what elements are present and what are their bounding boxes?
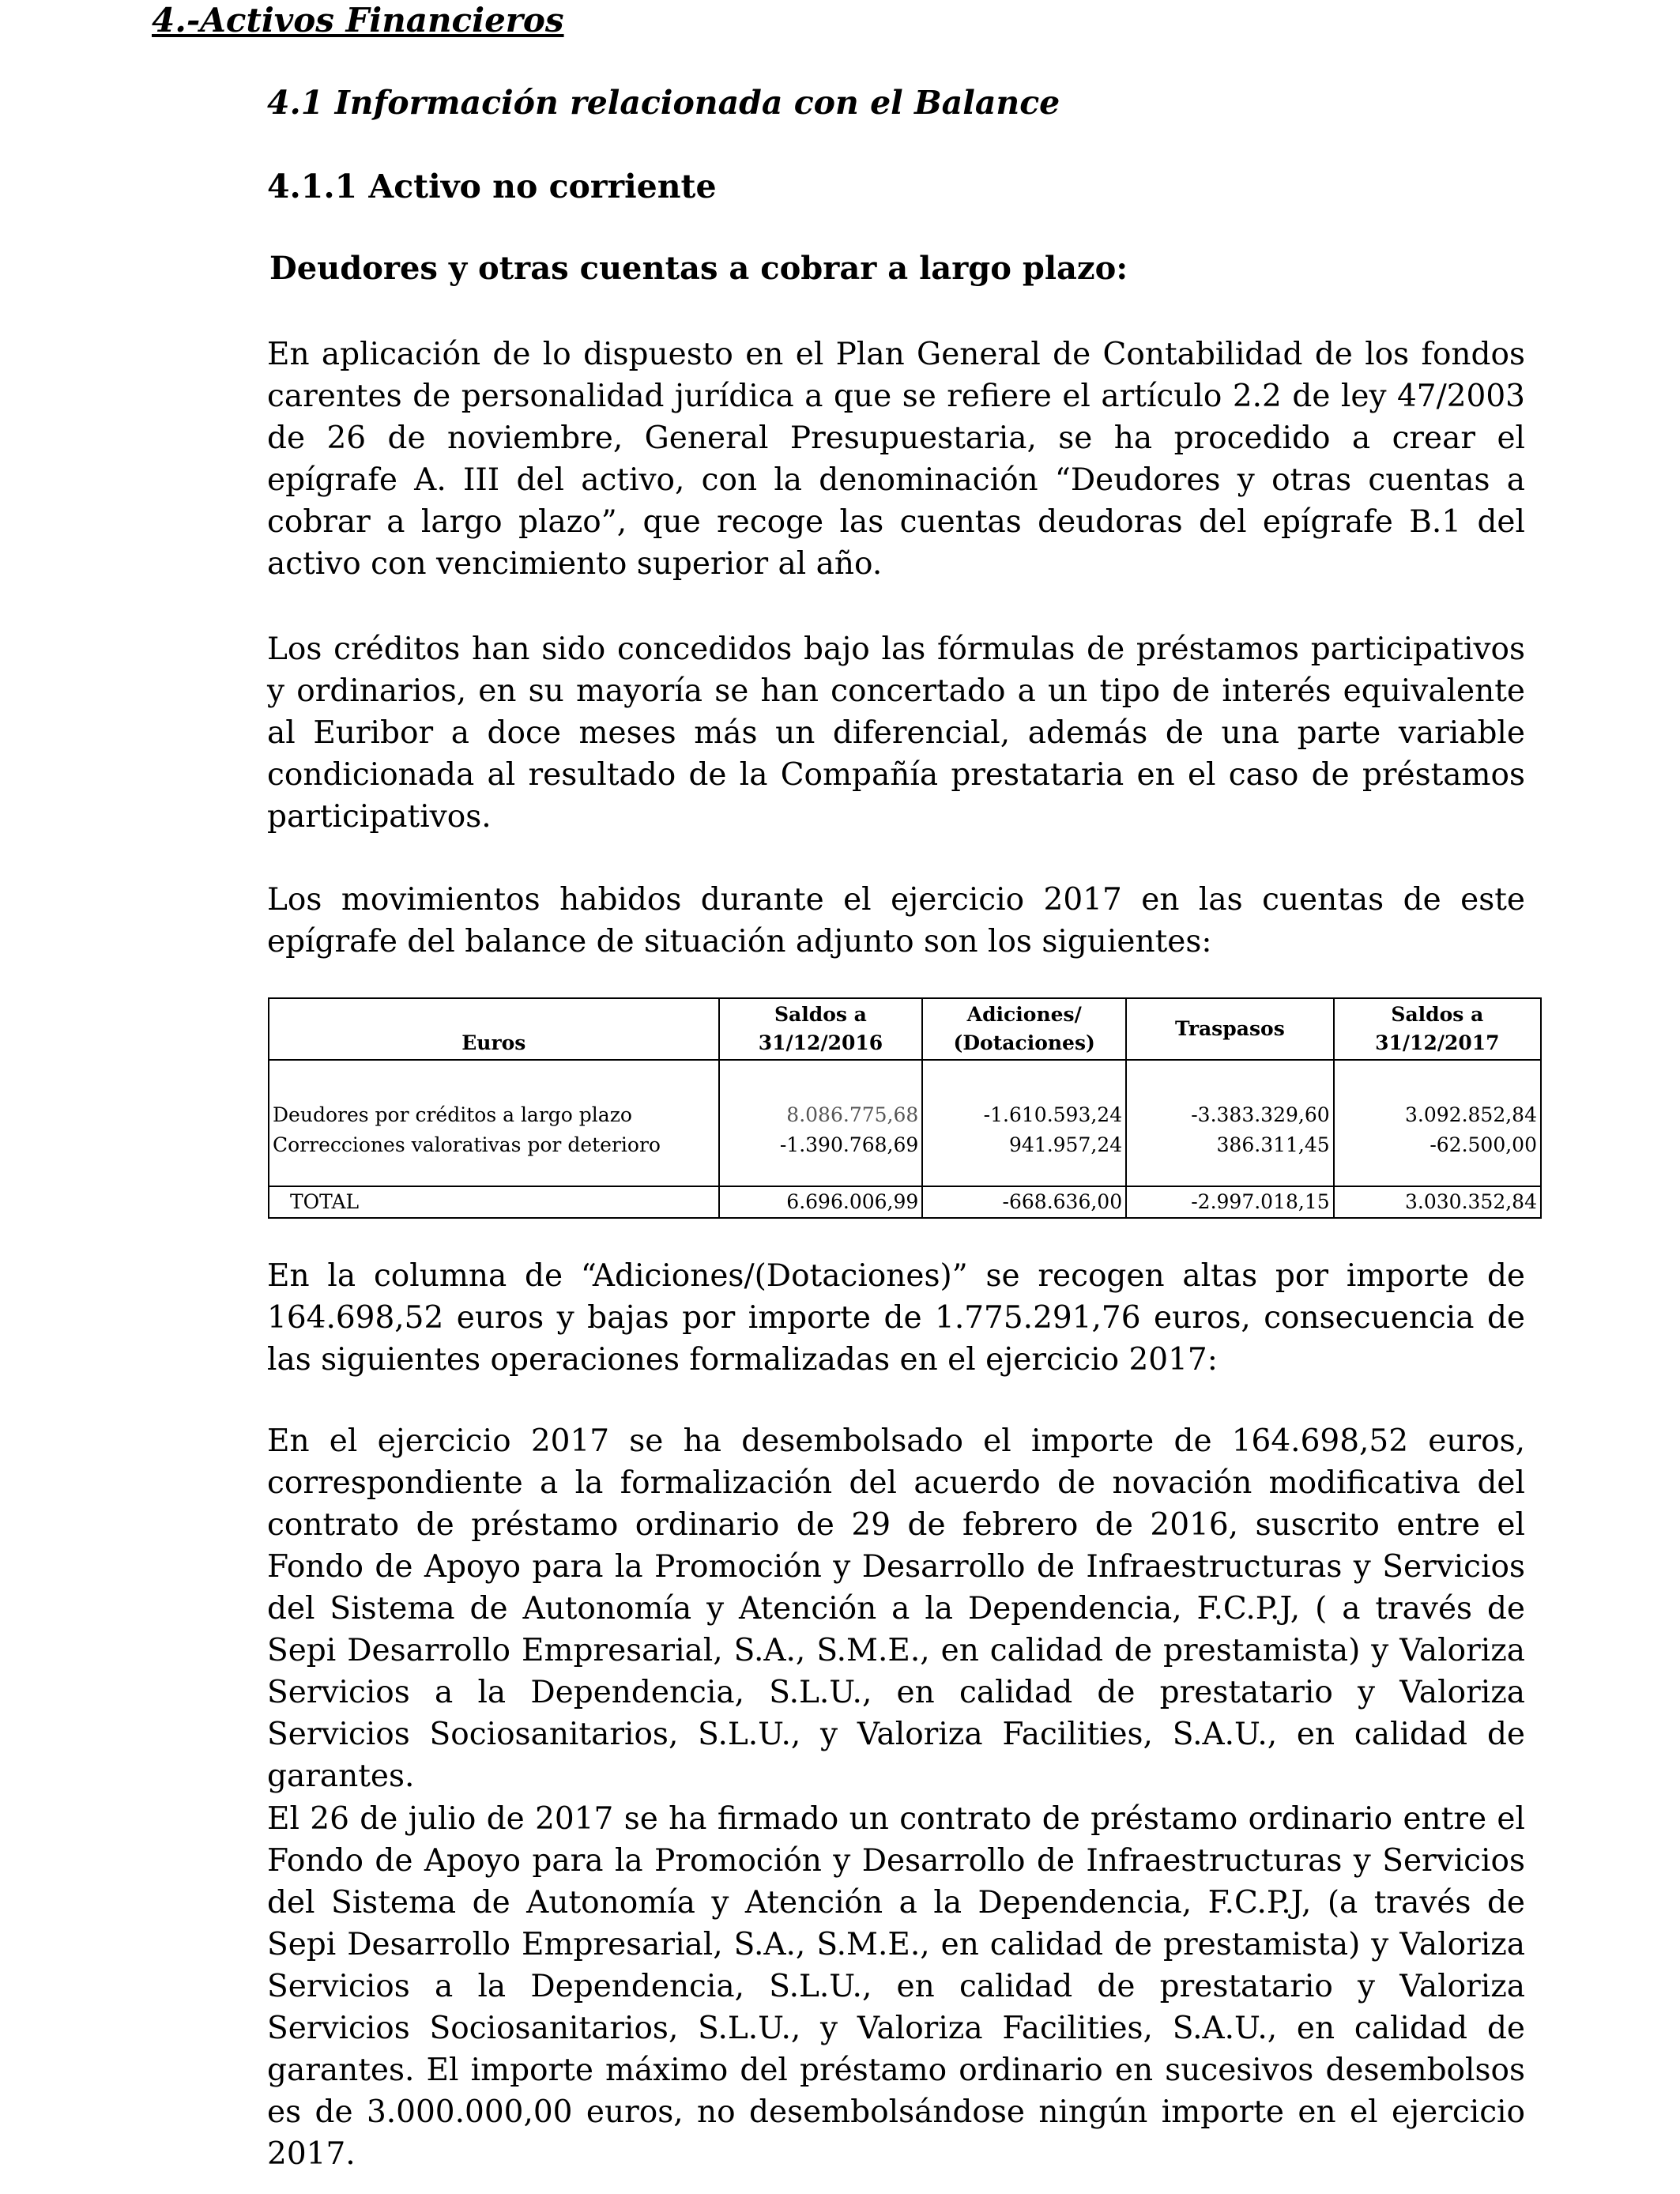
cell-saldo-2016: 8.086.775,68 [719,1100,923,1130]
header-adiciones-line2: (Dotaciones) [953,1031,1095,1054]
paragraph-contrato: El 26 de julio de 2017 se ha firmado un contrato de préstamo ordinario entre el Fondo de Apoyo para la Promoción y Desarrollo de Infraestructuras y Servicios del Sistema de Autonomía y Atención a la Dependencia, F.C.P.J, (a través de Sepi Desarrollo Empresarial, S.A., S.M.E., en calidad de prestamista) y Valoriza Servicios a la Dependencia, S.L.U., en calidad de prestatario y Valoriza Servicios Sociosanitarios, S.L.U., y Valoriza Facilities, S.A.U., en calidad de garantes. El importe máximo del préstamo ordinario en sucesivos desembolsos es de 3.000.000,00 euros, no desembolsándose ningún importe en el ejercicio 2017. [267,1801,1525,2172]
cell-adiciones: -1.610.593,24 [922,1100,1126,1130]
header-adiciones-line1: Adiciones/ [966,1003,1082,1026]
topic-heading: Deudores y otras cuentas a cobrar a largo plazo: [269,250,1128,287]
header-saldo-2016-line1: Saldos a [774,1003,867,1026]
table-row [269,1130,1541,1160]
table-spacer [269,1060,1541,1100]
header-saldo-2017 [1334,998,1541,1060]
movements-table [268,997,1542,1219]
total-label: TOTAL [269,1186,719,1218]
header-saldo-2016-line2: 31/12/2016 [758,1031,883,1054]
cell-traspasos: -3.383.329,60 [1126,1100,1334,1130]
sub-subsection-heading: 4.1.1 Activo no corriente [267,168,717,205]
row-label: Deudores por créditos a largo plazo [269,1100,719,1130]
table-header-row [269,998,1541,1060]
cell-traspasos: 386.311,45 [1126,1130,1334,1160]
paragraph-movimientos: Los movimientos habidos durante el ejercicio 2017 en las cuentas de este epígrafe del balance de situación adjunto son los siguientes: [267,882,1525,959]
total-traspasos: -2.997.018,15 [1126,1186,1334,1218]
row-label: Correcciones valorativas por deterioro [269,1130,719,1160]
table-spacer [269,1160,1541,1186]
header-adiciones [922,998,1126,1060]
total-saldo-2016: 6.696.006,99 [719,1186,923,1218]
header-traspasos: Traspasos [1126,998,1334,1060]
header-saldo-2017-line1: Saldos a [1391,1003,1484,1026]
paragraph-adiciones: En la columna de “Adiciones/(Dotaciones)” se recogen altas por importe de 164.698,52 euros y bajas por importe de 1.775.291,76 euros, consecuencia de las siguientes operaciones formalizadas en el ejercicio 2017: [267,1258,1525,1378]
paragraph-creditos: Los créditos han sido concedidos bajo las fórmulas de préstamos participativos y ordinarios, en su mayoría se han concertado a un tipo de interés equivalente al Euribor a doce meses más un diferencial, además de una parte variable condicionada al resultado de la Compañía prestataria en el caso de préstamos participativos. [267,631,1525,835]
cell-saldo-2017: 3.092.852,84 [1334,1100,1541,1130]
header-euros: Euros [269,998,719,1060]
section-heading: 4.-Activos Financieros [152,1,564,40]
header-saldo-2017-line2: 31/12/2017 [1375,1031,1500,1054]
table-row [269,1100,1541,1130]
paragraph-epigrafe: En aplicación de lo dispuesto en el Plan General de Contabilidad de los fondos carentes de personalidad jurídica a que se refiere el artículo 2.2 de ley 47/2003 de 26 de noviembre, General Presupuestaria, se ha procedido a crear el epígrafe A. III del activo, con la denominación “Deudores y otras cuentas a cobrar a largo plazo”, que recoge las cuentas deudoras del epígrafe B.1 del activo con vencimiento superior al año. [267,337,1525,582]
total-adiciones: -668.636,00 [922,1186,1126,1218]
subsection-heading: 4.1 Información relacionada con el Balance [267,84,1060,122]
header-saldo-2016 [719,998,923,1060]
cell-adiciones: 941.957,24 [922,1130,1126,1160]
total-saldo-2017: 3.030.352,84 [1334,1186,1541,1218]
cell-saldo-2017: -62.500,00 [1334,1130,1541,1160]
table-total-row [269,1186,1541,1218]
paragraph-desembolso: En el ejercicio 2017 se ha desembolsado el importe de 164.698,52 euros, correspondiente a la formalización del acuerdo de novación modificativa del contrato de préstamo ordinario de 29 de febrero de 2016, suscrito entre el Fondo de Apoyo para la Promoción y Desarrollo de Infraestructuras y Servicios del Sistema de Autonomía y Atención a la Dependencia, F.C.P.J, ( a través de Sepi Desarrollo Empresarial, S.A., S.M.E., en calidad de prestamista) y Valoriza Servicios a la Dependencia, S.L.U., en calidad de prestatario y Valoriza Servicios Sociosanitarios, S.L.U., y Valoriza Facilities, S.A.U., en calidad de garantes. [267,1423,1525,1794]
cell-saldo-2016: -1.390.768,69 [719,1130,923,1160]
